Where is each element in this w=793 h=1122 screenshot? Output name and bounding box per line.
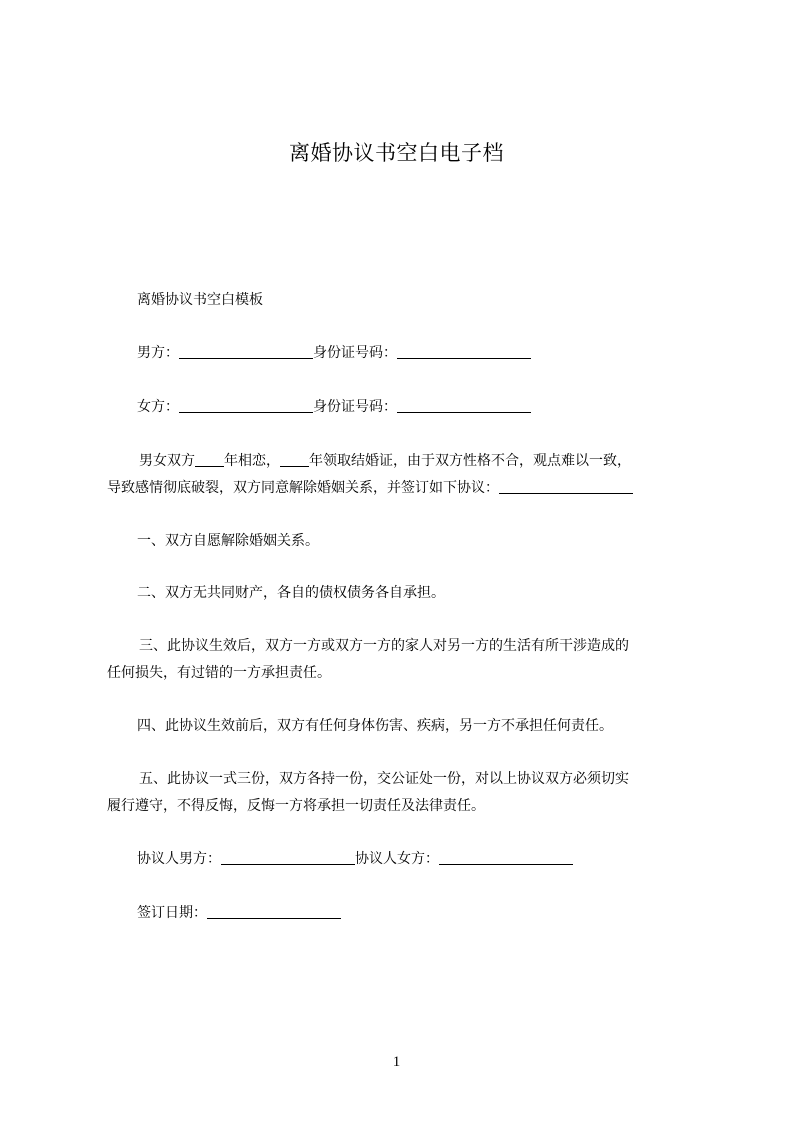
clause-1 [107, 528, 703, 555]
woman-label: 女方： [137, 399, 179, 415]
clause-5 [107, 766, 703, 820]
woman-name-blank[interactable] [179, 396, 313, 413]
subtitle [107, 287, 703, 314]
marriage-year-blank[interactable] [280, 450, 309, 467]
woman-info-line [107, 394, 703, 421]
clause-4 [107, 713, 703, 740]
sign-date-blank[interactable] [207, 902, 341, 919]
signer-woman-label: 协议人女方： [355, 851, 439, 867]
sign-date-line [107, 900, 703, 927]
sign-date-label: 签订日期： [137, 905, 207, 921]
clause-3-line-1: 三、此协议生效后，双方一方或双方一方的家人对另一方的生活有所干涉造成的 [139, 638, 629, 654]
man-name-blank[interactable] [179, 342, 313, 359]
man-id-label: 身份证号码： [313, 345, 397, 361]
years-dating-blank[interactable] [195, 450, 224, 467]
clause-5-line-2: 履行遵守，不得反悔，反悔一方将承担一切责任及法律责任。 [107, 798, 485, 814]
page-number: 1 [392, 1054, 401, 1070]
woman-id-blank[interactable] [397, 396, 531, 413]
clause-5-line-1: 五、此协议一式三份，双方各持一份，交公证处一份，对以上协议双方必须切实 [139, 771, 629, 787]
signature-line [107, 846, 703, 873]
clause-3 [107, 633, 703, 687]
signer-man-label: 协议人男方： [137, 851, 221, 867]
agreement-blank[interactable] [499, 477, 633, 494]
woman-id-label: 身份证号码： [313, 399, 397, 415]
clause-1-text: 一、双方自愿解除婚姻关系。 [137, 533, 319, 549]
intro-text-2: 年相恋， [224, 453, 280, 469]
man-label: 男方： [137, 345, 179, 361]
intro-text-3: 年领取结婚证，由于双方性格不合，观点难以一致， [309, 453, 631, 469]
man-id-blank[interactable] [397, 342, 531, 359]
signer-man-blank[interactable] [221, 848, 355, 865]
clause-3-line-2: 任何损失，有过错的一方承担责任。 [107, 665, 331, 681]
man-info-line [107, 340, 703, 367]
intro-text-4: 导致感情彻底破裂，双方同意解除婚姻关系，并签订如下协议： [107, 480, 499, 496]
intro-paragraph [107, 448, 703, 502]
subtitle-text: 离婚协议书空白模板 [137, 292, 263, 308]
clause-2 [107, 580, 703, 607]
document-title: 离婚协议书空白电子档 [289, 141, 504, 165]
clause-2-text: 二、双方无共同财产，各自的债权债务各自承担。 [137, 585, 445, 601]
clause-4-text: 四、此协议生效前后，双方有任何身体伤害、疾病，另一方不承担任何责任。 [137, 718, 613, 734]
signer-woman-blank[interactable] [439, 848, 573, 865]
intro-text-1: 男女双方 [139, 453, 195, 469]
